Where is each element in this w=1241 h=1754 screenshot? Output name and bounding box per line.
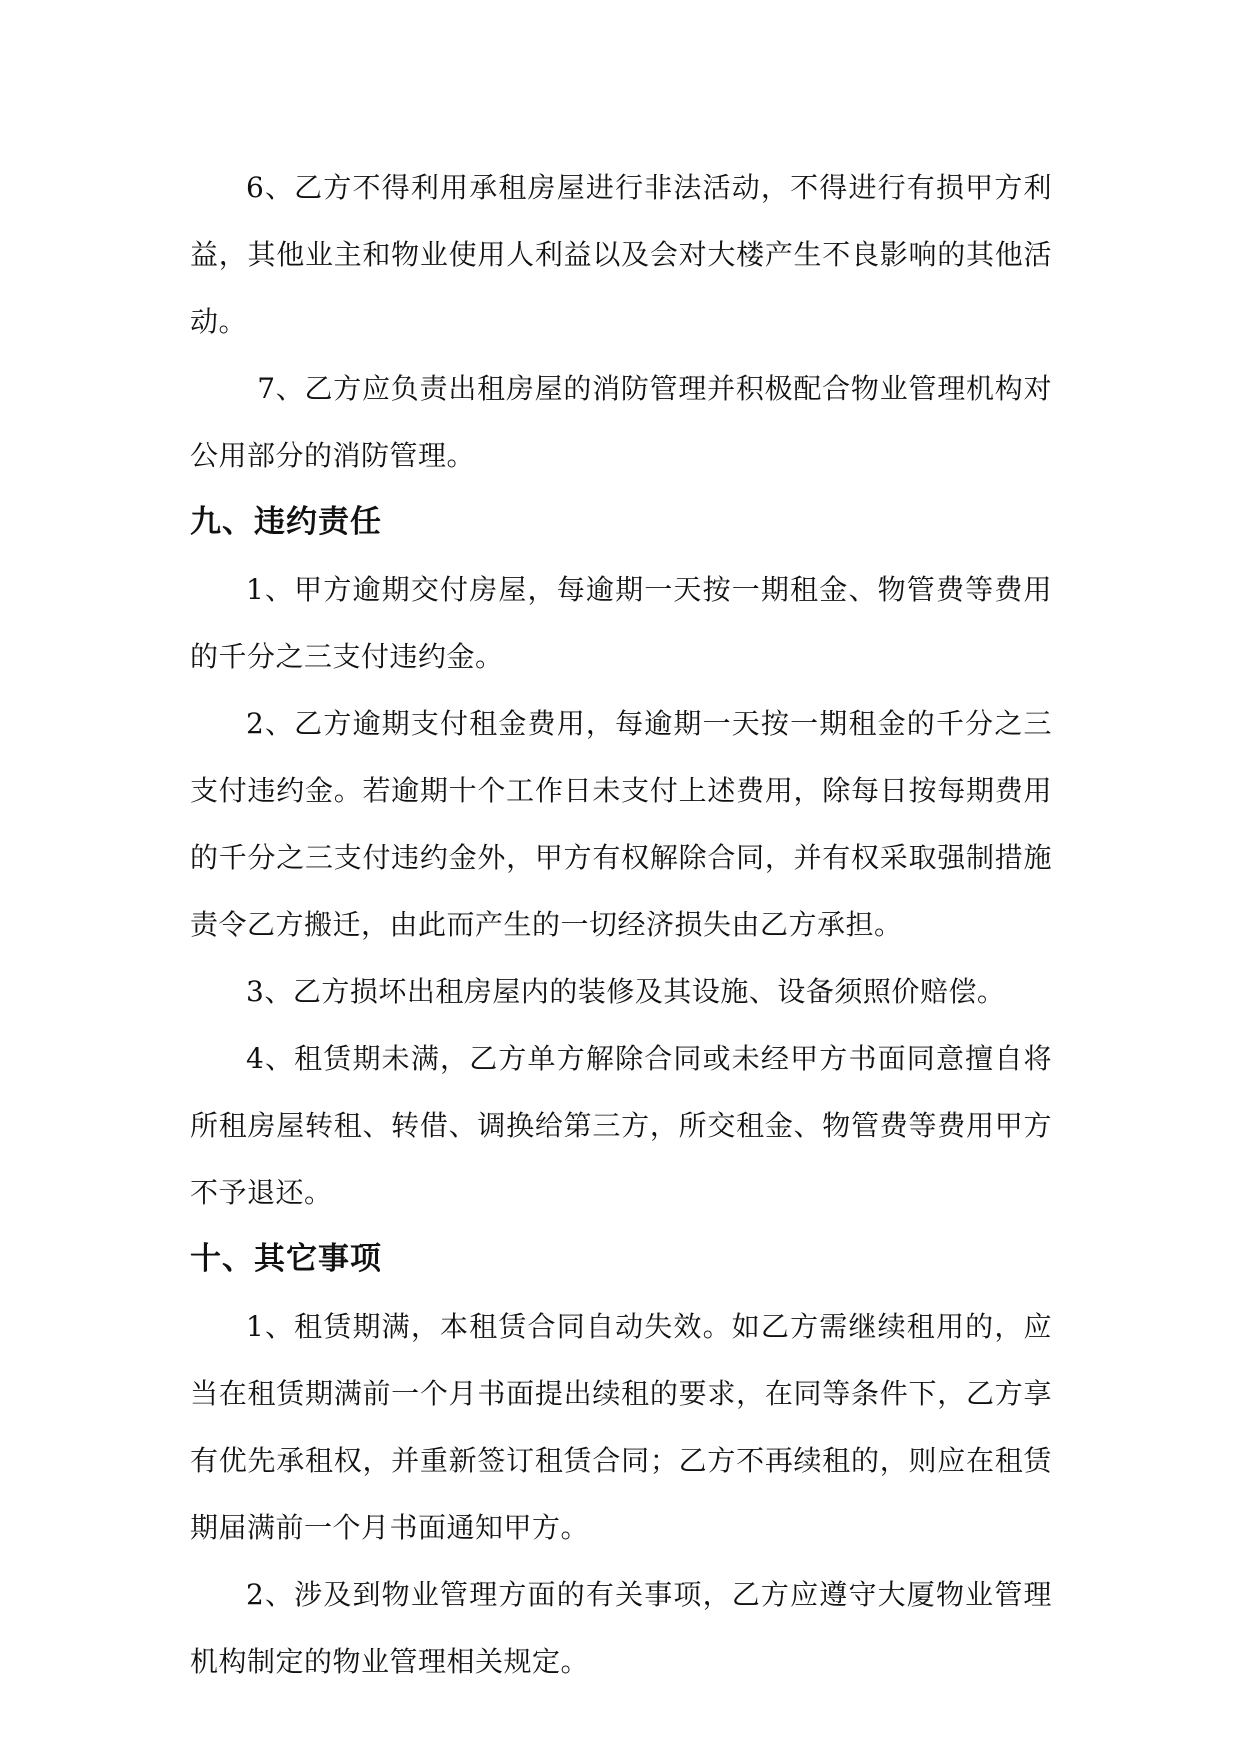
clause-9-3: 3、乙方损坏出租房屋内的装修及其设施、设备须照价赔偿。 [246,975,1006,1008]
clause-9-2: 2、乙方逾期支付租金费用，每逾期一天按一期租金的千分之三支付违约金。若逾期十个工作日未支付上述费用，除每日按每期费用的千分之三支付违约金外，甲方有权解除合同，并有权采取强制措施责令乙方搬迁，由此而产生的一切经济损失由乙方承担。 [190,707,1052,941]
section-heading-breach-liability: 九、违约责任 [190,504,382,540]
clause-9-4: 4、租赁期未满，乙方单方解除合同或未经甲方书面同意擅自将所租房屋转租、转借、调换给第三方，所交租金、物管费等费用甲方不予退还。 [190,1042,1052,1209]
clause-8-7: 7、乙方应负责出租房屋的消防管理并积极配合物业管理机构对公用部分的消防管理。 [190,372,1052,472]
clause-8-6: 6、乙方不得利用承租房屋进行非法活动，不得进行有损甲方利益，其他业主和物业使用人利益以及会对大楼产生不良影响的其他活动。 [190,171,1052,338]
clause-9-1: 1、甲方逾期交付房屋，每逾期一天按一期租金、物管费等费用的千分之三支付违约金。 [190,573,1052,673]
section-heading-other-matters: 十、其它事项 [190,1241,382,1277]
document-body [190,154,1052,1695]
clause-10-1: 1、租赁期满，本租赁合同自动失效。如乙方需继续租用的，应当在租赁期满前一个月书面提出续租的要求，在同等条件下，乙方享有优先承租权，并重新签订租赁合同；乙方不再续租的，则应在租赁期届满前一个月书面通知甲方。 [190,1310,1052,1544]
clause-10-2: 2、涉及到物业管理方面的有关事项，乙方应遵守大厦物业管理机构制定的物业管理相关规定。 [190,1578,1052,1678]
